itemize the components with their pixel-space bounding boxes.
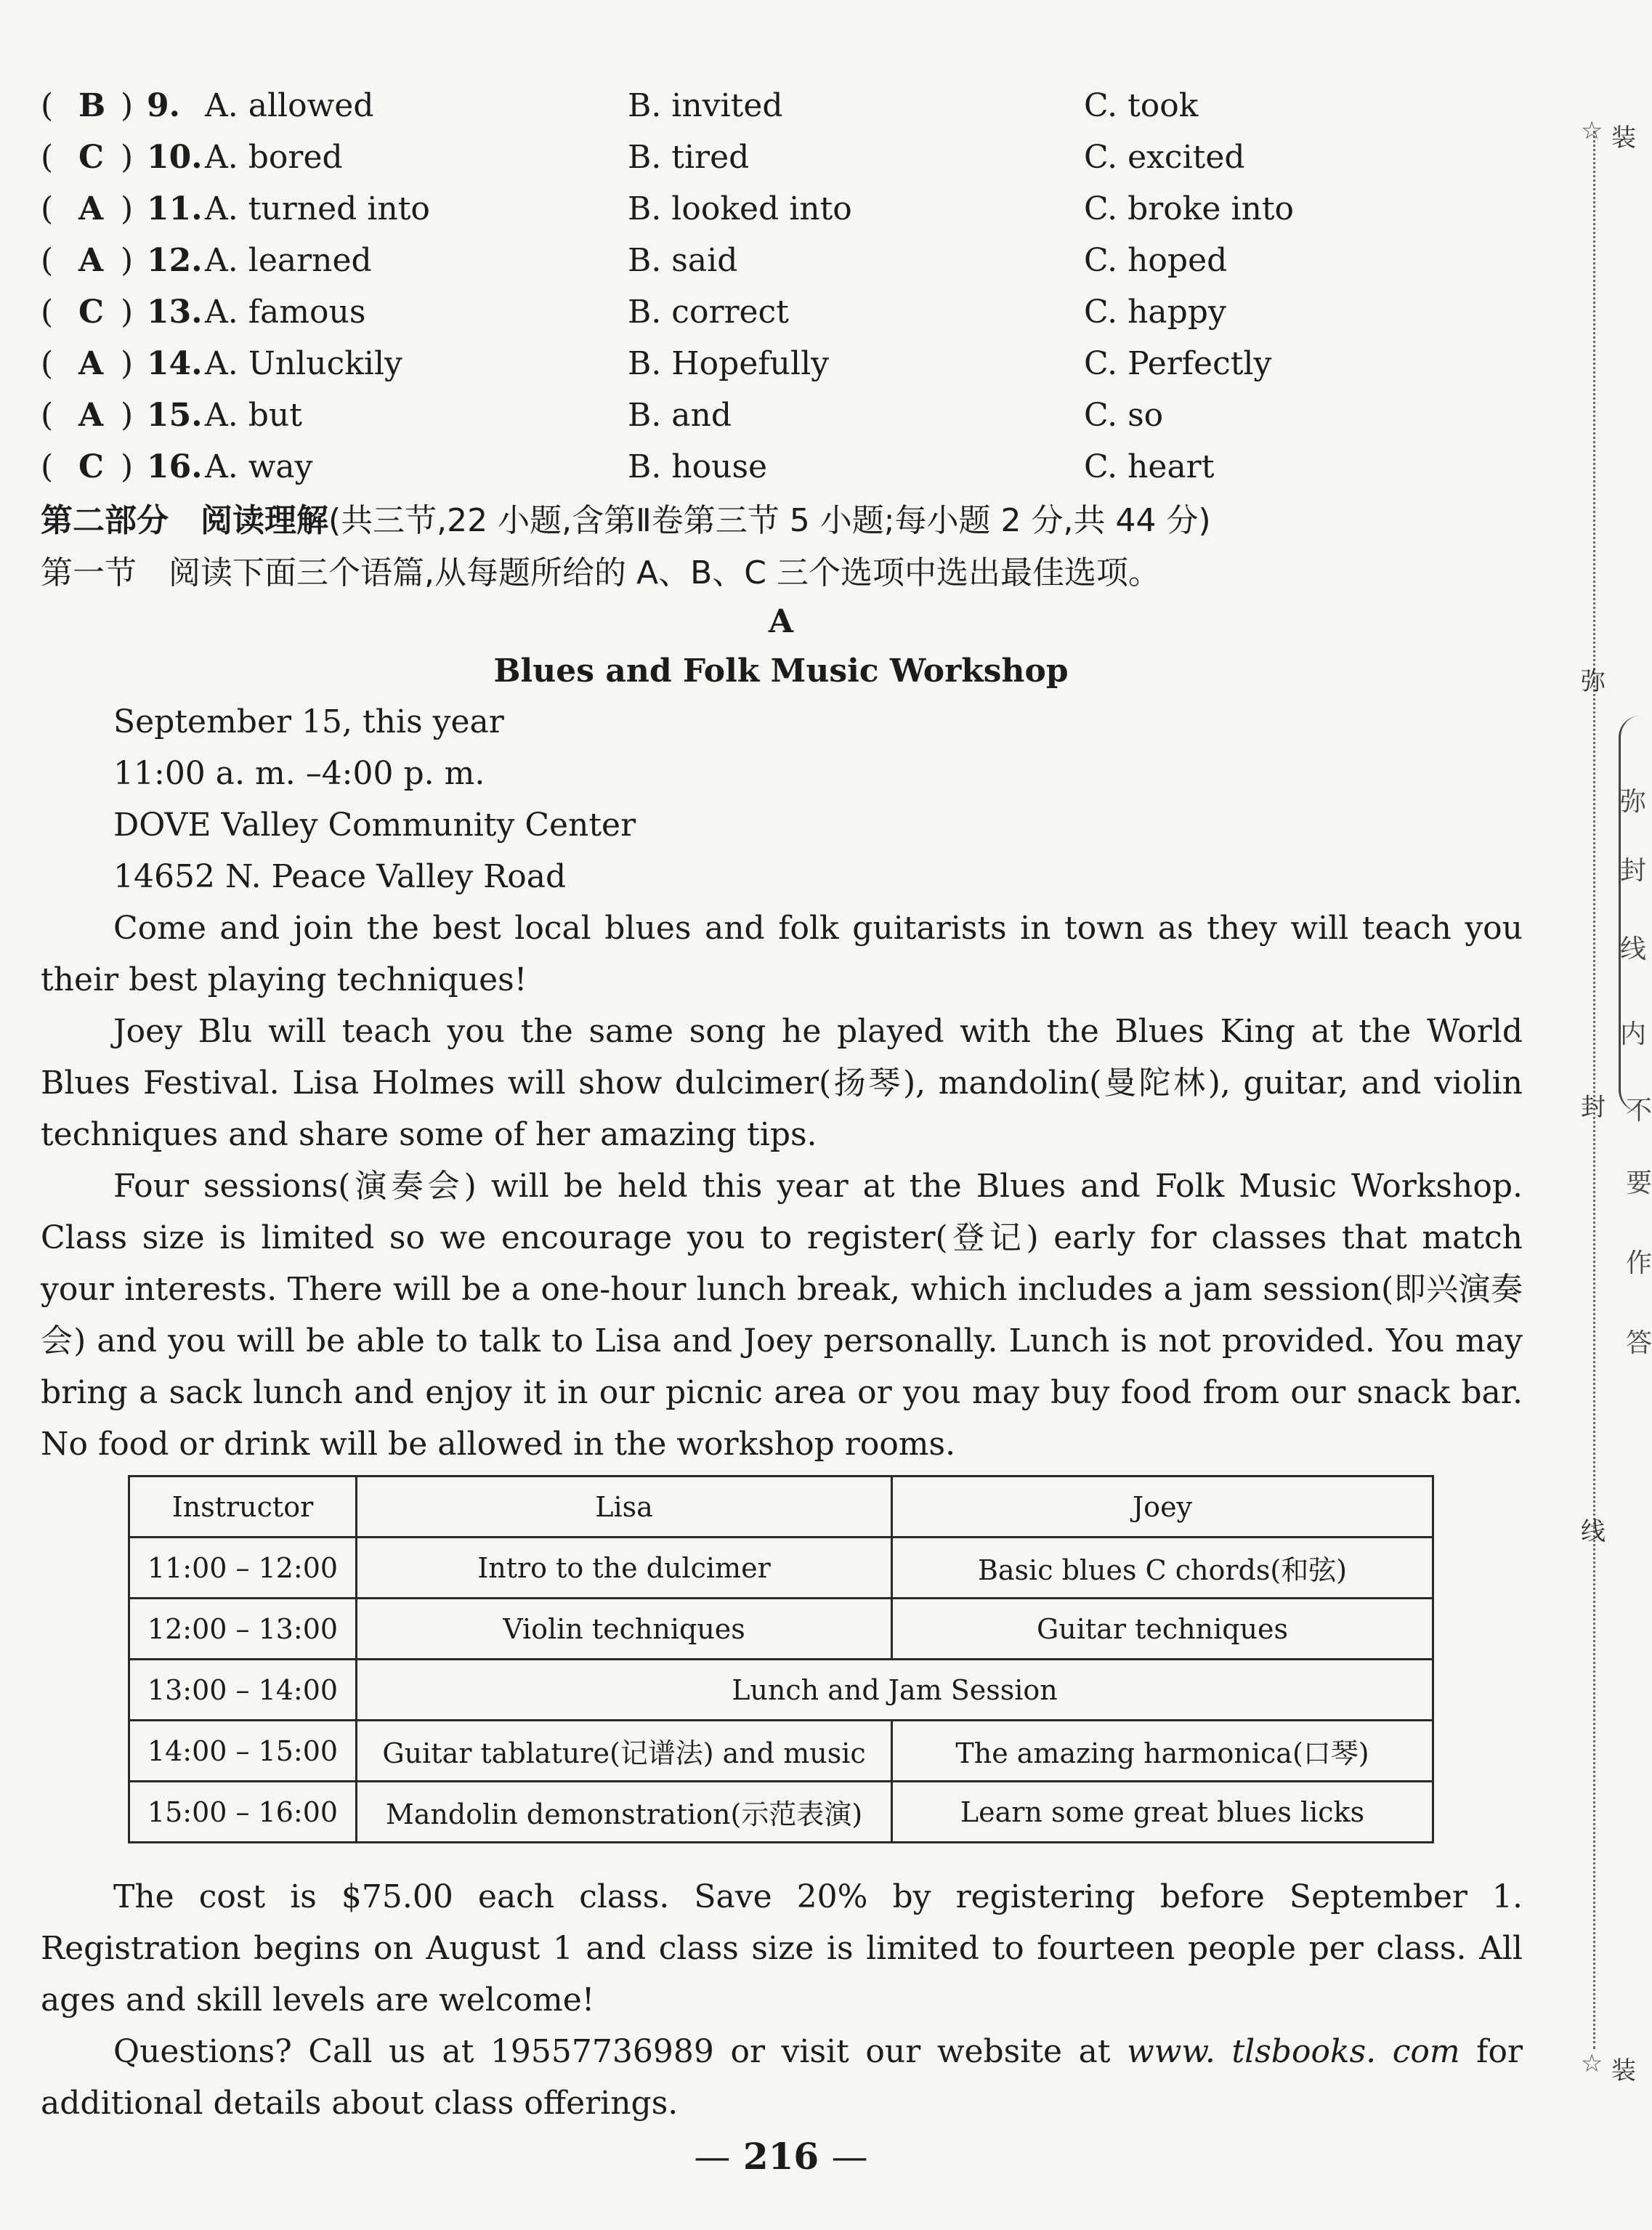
event-venue: DOVE Valley Community Center: [113, 807, 636, 844]
question-number: 11.: [147, 190, 203, 227]
table-header: Joey: [892, 1476, 1433, 1538]
event-date: September 15, this year: [113, 703, 504, 740]
open-paren: (: [41, 87, 54, 124]
question-number: 16.: [147, 448, 203, 485]
contact-text: Questions? Call us at 19557736989 or visit our website at: [113, 2033, 1111, 2070]
table-header: Lisa: [357, 1476, 892, 1538]
time-cell: 14:00 – 15:00: [129, 1721, 357, 1782]
option-a: A. famous: [205, 294, 366, 331]
side-hint: 不: [1626, 1096, 1652, 1126]
binding-bracket: [1619, 716, 1643, 1112]
website-link[interactable]: www. tlsbooks. com: [1127, 2033, 1460, 2070]
option-a: A. turned into: [205, 190, 430, 227]
table-header: Instructor: [129, 1476, 357, 1538]
table-row: [129, 1782, 1433, 1843]
option-a: A. way: [205, 448, 313, 485]
page-dash: —: [694, 2136, 731, 2178]
table-cell: Basic blues C chords(和弦): [892, 1538, 1433, 1599]
answer-row: [41, 286, 1530, 338]
table-cell: Mandolin demonstration(示范表演): [357, 1782, 892, 1843]
table-cell-span: Lunch and Jam Session: [357, 1660, 1433, 1721]
option-b: B. looked into: [628, 190, 852, 227]
binding-label-mi: 弥: [1581, 667, 1606, 696]
side-hint: 弥: [1620, 787, 1647, 817]
subsection-instruction: 第一节 阅读下面三个语篇,从每题所给的 A、B、C 三个选项中选出最佳选项。: [41, 554, 1160, 591]
option-b: B. tired: [628, 139, 750, 176]
answer-letter: C: [78, 448, 105, 485]
answer-letter: B: [78, 87, 106, 124]
close-paren: ): [121, 87, 134, 124]
table-cell: Guitar techniques: [892, 1599, 1433, 1660]
answer-row: [41, 132, 1530, 183]
option-a: A. but: [205, 397, 302, 434]
option-a: A. bored: [205, 139, 343, 176]
table-cell: The amazing harmonica(口琴): [892, 1721, 1433, 1782]
table-row: [129, 1660, 1433, 1721]
event-address: 14652 N. Peace Valley Road: [113, 858, 567, 895]
close-paren: ): [121, 397, 134, 434]
open-paren: (: [41, 190, 54, 227]
answer-row: [41, 338, 1530, 389]
option-b: B. and: [628, 397, 732, 434]
table-cell: Learn some great blues licks: [892, 1782, 1433, 1843]
table-row: [129, 1538, 1433, 1599]
page-dash: —: [831, 2136, 868, 2178]
option-c: C. so: [1084, 397, 1164, 434]
table-row: [129, 1721, 1433, 1782]
event-time: 11:00 a. m. –4:00 p. m.: [113, 755, 485, 792]
close-paren: ): [121, 190, 134, 227]
answer-row: [41, 389, 1530, 441]
passage-label: A: [768, 603, 794, 640]
star-icon: ☆: [1581, 2049, 1603, 2078]
side-hint: 线: [1620, 934, 1647, 964]
paragraph: Come and join the best local blues and folk guitarists in town as they will teach you their best playing techniques!: [41, 910, 1523, 998]
paragraph: Four sessions(演奏会) will be held this year at the Blues and Folk Music Workshop. Class size is limited so we encourage you to register(登记) early for classes that match your interests. There will be a one-hour lunch break, which includes a jam session(即兴演奏会) and you will be able to talk to Lisa and Joey personally. Lunch is not provided. You may bring a sack lunch and enjoy it in our picnic area or you may buy food from our snack bar. No food or drink will be allowed in the workshop rooms.: [41, 1168, 1523, 1463]
open-paren: (: [41, 397, 54, 434]
option-c: C. hoped: [1084, 242, 1228, 279]
star-icon: ☆: [1581, 116, 1603, 145]
table-cell: Guitar tablature(记谱法) and music: [357, 1721, 892, 1782]
close-paren: ): [121, 448, 134, 485]
answer-letter: A: [78, 190, 104, 227]
part-heading: [41, 494, 1211, 541]
option-b: B. correct: [628, 294, 789, 331]
option-c: C. heart: [1084, 448, 1215, 485]
schedule-table: [128, 1475, 1434, 1843]
open-paren: (: [41, 139, 54, 176]
answer-letter: A: [78, 345, 104, 382]
time-cell: 11:00 – 12:00: [129, 1538, 357, 1599]
side-hint: 答: [1626, 1328, 1652, 1358]
binding-label-feng: 封: [1581, 1093, 1606, 1122]
table-cell: Intro to the dulcimer: [357, 1538, 892, 1599]
option-b: B. said: [628, 242, 738, 279]
close-paren: ): [121, 242, 134, 279]
side-hint: 内: [1620, 1019, 1647, 1049]
part-title: 第二部分 阅读理解: [41, 502, 328, 539]
option-b: B. Hopefully: [628, 345, 829, 382]
part-description: (共三节,22 小题,含第Ⅱ卷第三节 5 小题;每小题 2 分,共 44 分): [328, 502, 1211, 539]
close-paren: ): [121, 345, 134, 382]
binding-label-zhuang: 装: [1611, 2056, 1636, 2085]
option-c: C. excited: [1084, 139, 1245, 176]
table-cell: Violin techniques: [357, 1599, 892, 1660]
contact-tail: for additional details about class offerings.: [41, 2033, 1523, 2122]
binding-label-xian: 线: [1581, 1517, 1606, 1546]
option-a: A. learned: [205, 242, 372, 279]
question-number: 15.: [147, 397, 203, 434]
option-b: B. house: [628, 448, 768, 485]
question-number: 13.: [147, 294, 203, 331]
option-c: C. happy: [1084, 294, 1226, 331]
table-row: [129, 1599, 1433, 1660]
time-cell: 15:00 – 16:00: [129, 1782, 357, 1843]
answer-letter: C: [78, 294, 105, 331]
open-paren: (: [41, 242, 54, 279]
option-c: C. broke into: [1084, 190, 1295, 227]
answer-row: [41, 235, 1530, 286]
option-a: A. Unluckily: [205, 345, 402, 382]
option-a: A. allowed: [205, 87, 374, 124]
option-b: B. invited: [628, 87, 783, 124]
answer-letter: C: [78, 139, 105, 176]
page-number: [0, 2135, 1562, 2178]
answer-row: [41, 80, 1530, 132]
answer-key: [41, 80, 1530, 493]
close-paren: ): [121, 294, 134, 331]
question-number: 12.: [147, 242, 203, 279]
page-number-value: 216: [742, 2135, 819, 2178]
answer-row: [41, 441, 1530, 493]
side-hint: 要: [1626, 1168, 1652, 1198]
open-paren: (: [41, 294, 54, 331]
answer-letter: A: [78, 242, 104, 279]
question-number: 10.: [147, 139, 203, 176]
side-hint: 作: [1626, 1248, 1652, 1278]
answer-row: [41, 183, 1530, 235]
binding-label-zhuang: 装: [1611, 124, 1636, 153]
time-cell: 13:00 – 14:00: [129, 1660, 357, 1721]
option-c: C. took: [1084, 87, 1199, 124]
open-paren: (: [41, 448, 54, 485]
side-hint: 封: [1620, 856, 1647, 886]
table-header-row: [129, 1476, 1433, 1538]
time-cell: 12:00 – 13:00: [129, 1599, 357, 1660]
option-c: C. Perfectly: [1084, 345, 1272, 382]
question-number: 9.: [147, 87, 180, 124]
paragraph: The cost is $75.00 each class. Save 20% by registering before September 1. Registration begins on August 1 and class size is limited to fourteen people per class. All ages and skill levels are welcome!: [41, 1878, 1523, 2019]
open-paren: (: [41, 345, 54, 382]
question-number: 14.: [147, 345, 203, 382]
close-paren: ): [121, 139, 134, 176]
paragraph: [41, 2026, 1523, 2129]
paragraph: Joey Blu will teach you the same song he played with the Blues King at the World Blues Festival. Lisa Holmes will show dulcimer(扬琴), mandolin(曼陀林), guitar, and violin techniques and share some of her amazing tips.: [41, 1013, 1523, 1153]
passage-title: Blues and Folk Music Workshop: [493, 653, 1069, 690]
answer-letter: A: [78, 397, 104, 434]
